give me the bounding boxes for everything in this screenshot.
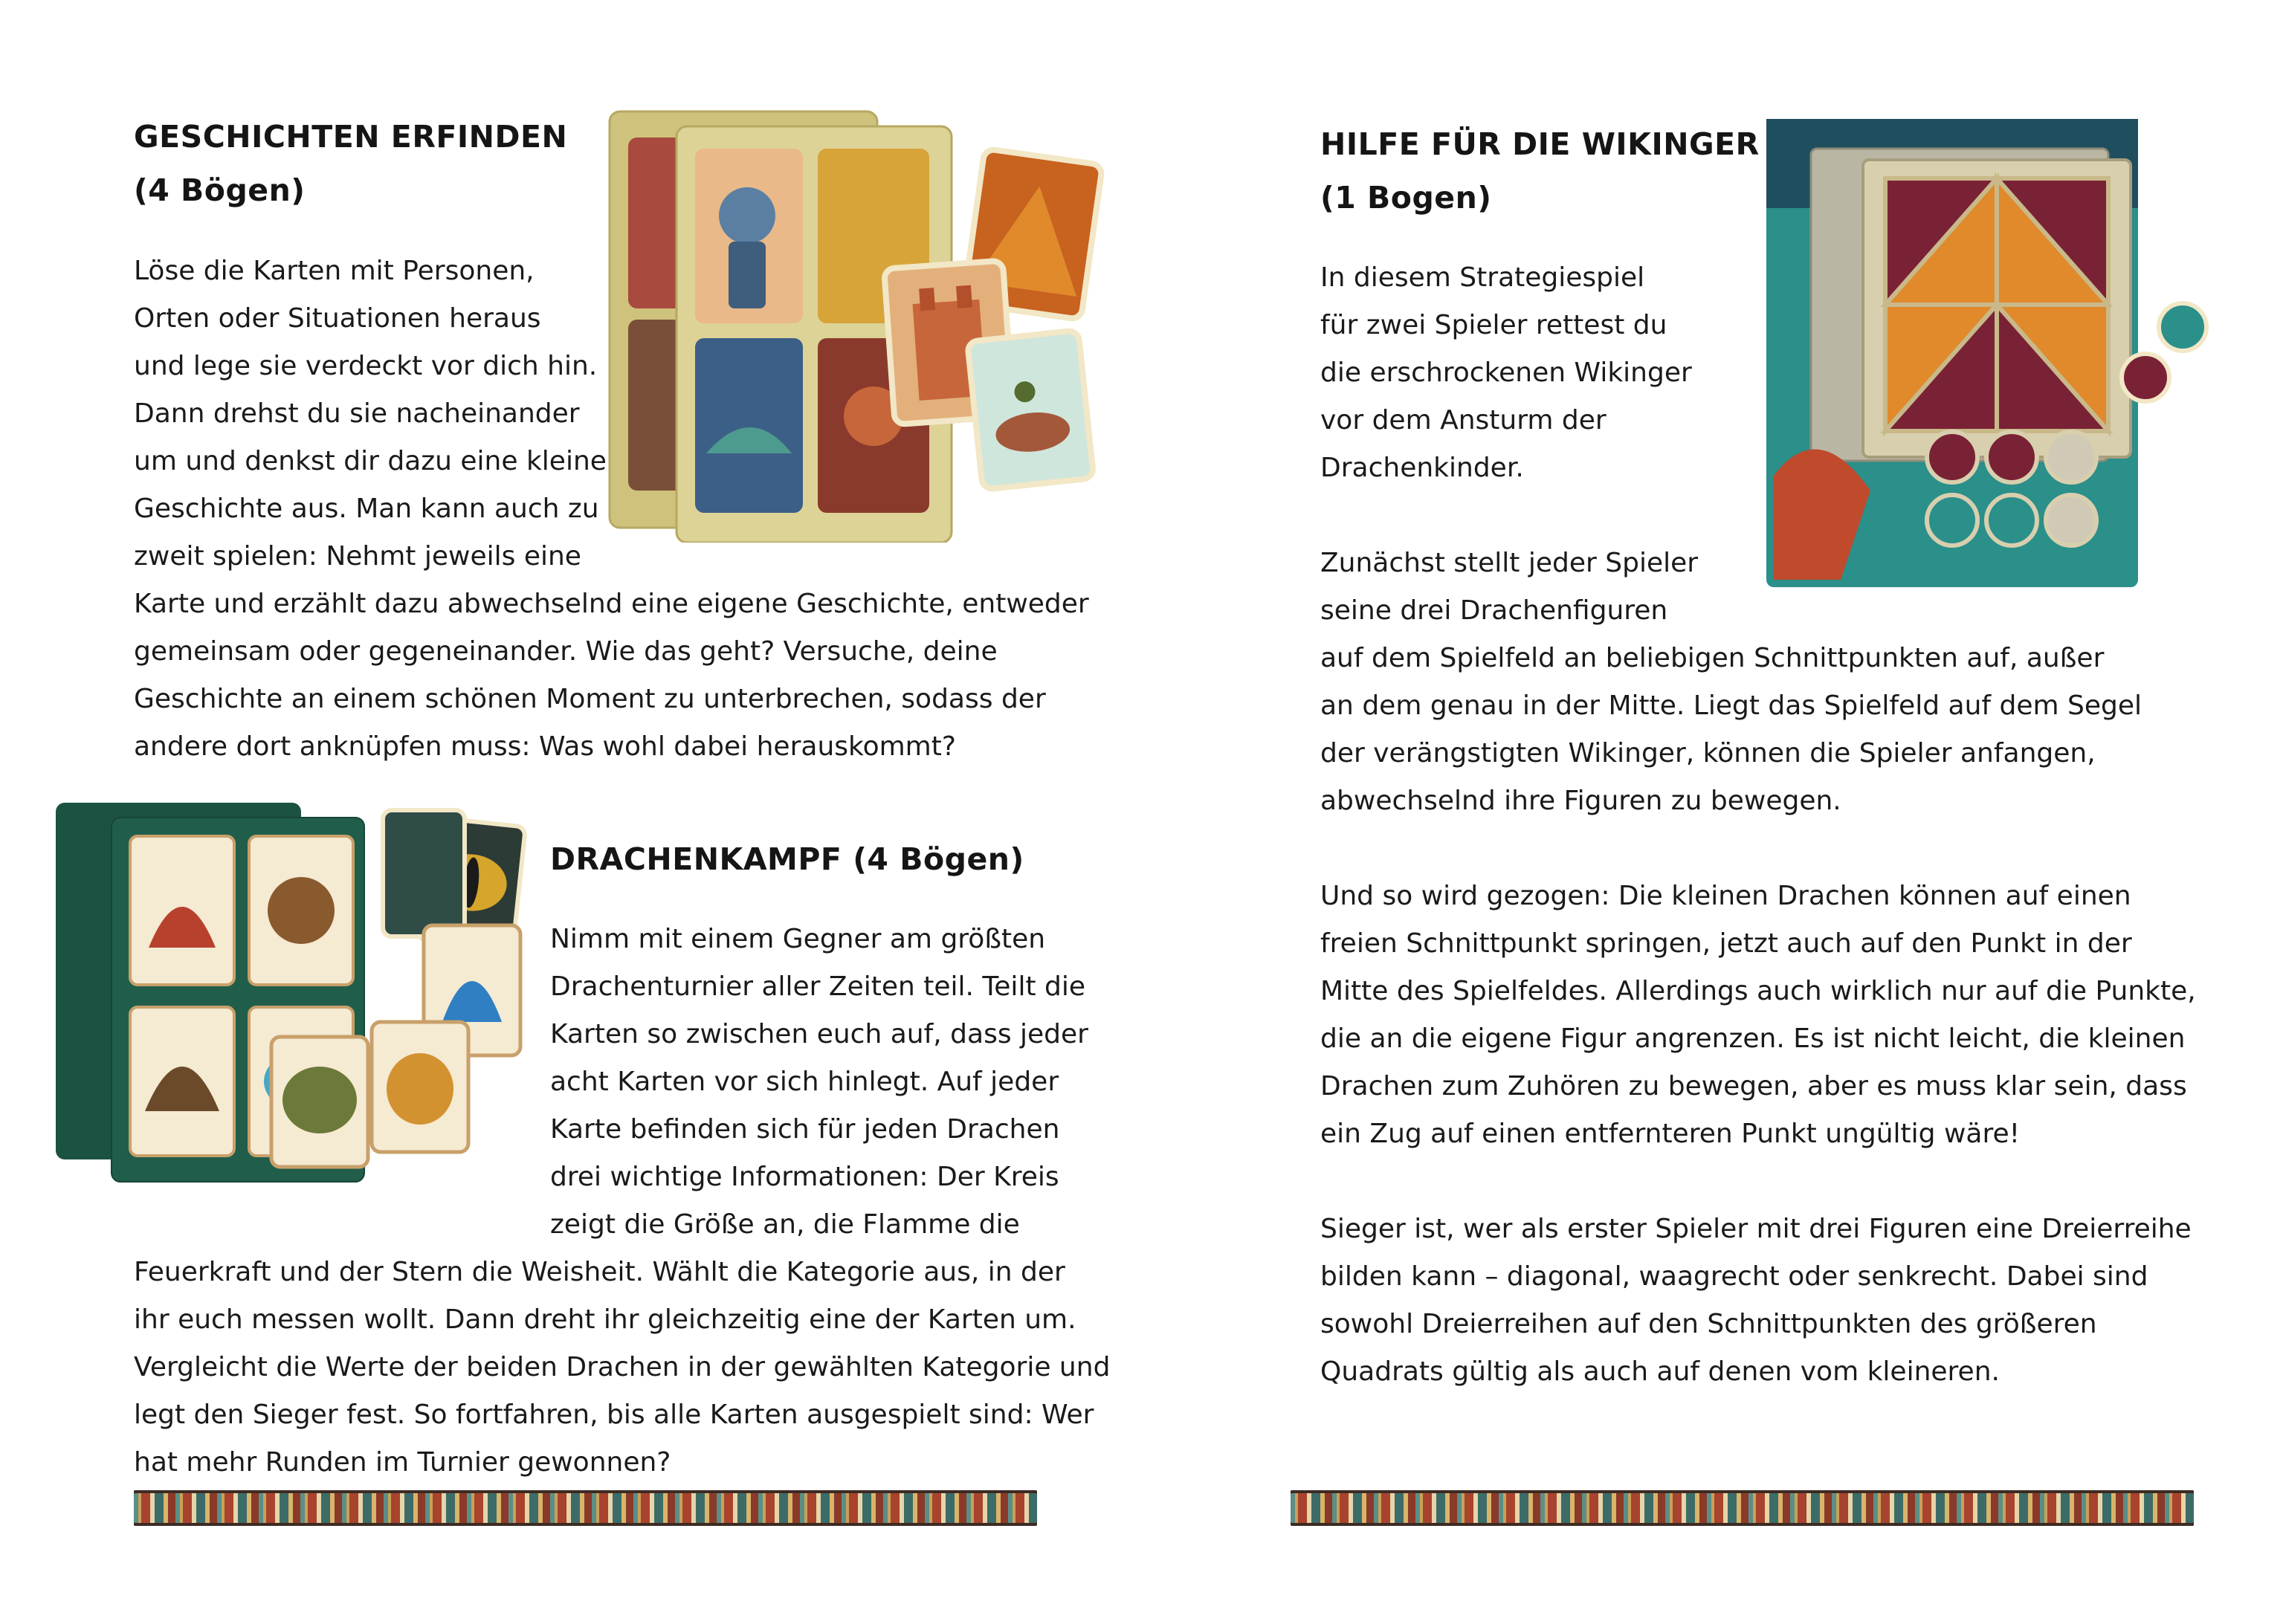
text-line: Und so wird gezogen: Die kleinen Drachen können auf einen: [1320, 881, 2131, 911]
story-cards-illustration: [595, 104, 1130, 543]
text-line: Geschichte aus. Man kann auch zu: [134, 494, 599, 524]
text-line: Orten oder Situationen heraus: [134, 303, 541, 334]
text-line: Vergleicht die Werte der beiden Drachen in der gewählten Kategorie und: [134, 1352, 1111, 1382]
text-line: hat mehr Runden im Turnier gewonnen?: [134, 1447, 671, 1478]
text-line: auf dem Spielfeld an beliebigen Schnittpunkten auf, außer: [1320, 643, 2105, 673]
text-line: für zwei Spieler rettest du: [1320, 310, 1667, 340]
text-line: die erschrockenen Wikinger: [1320, 358, 1692, 388]
text-line: um und denkst dir dazu eine kleine: [134, 446, 607, 476]
text-line: seine drei Drachenfiguren: [1320, 595, 1668, 626]
text-line: acht Karten vor sich hinlegt. Auf jeder: [550, 1067, 1059, 1097]
section-title-geschichten: GESCHICHTEN ERFINDEN (4 Bögen): [134, 119, 568, 208]
text-line: der verängstigten Wikinger, können die Spieler anfangen,: [1320, 738, 2096, 769]
text-line: die an die eigene Figur angrenzen. Es ist nicht leicht, die kleinen: [1320, 1023, 2186, 1054]
text-line: sowohl Dreierreihen auf den Schnittpunkten des größeren: [1320, 1309, 2097, 1339]
text-line: Mitte des Spielfeldes. Allerdings auch wirklich nur auf die Punkte,: [1320, 976, 2196, 1006]
text-line: legt den Sieger fest. So fortfahren, bis alle Karten ausgespielt sind: Wer: [134, 1400, 1094, 1430]
text-line: Drachen zum Zuhören zu bewegen, aber es muss klar sein, dass: [1320, 1071, 2187, 1101]
text-line: ein Zug auf einen entfernteren Punkt ungültig wäre!: [1320, 1119, 2021, 1149]
text-line: Sieger ist, wer als erster Spieler mit drei Figuren eine Dreierreihe: [1320, 1214, 2192, 1244]
text-line: Karte und erzählt dazu abwechselnd eine eigene Geschichte, entweder: [134, 589, 1089, 619]
text-line: zweit spielen: Nehmt jeweils eine: [134, 541, 581, 572]
text-line: Löse die Karten mit Personen,: [134, 256, 535, 286]
text-line: Drachenturnier aller Zeiten teil. Teilt die: [550, 971, 1085, 1002]
text-line: abwechselnd ihre Figuren zu bewegen.: [1320, 786, 1841, 816]
text-line: gemeinsam oder gegeneinander. Wie das geht? Versuche, deine: [134, 636, 998, 667]
section-title-wikinger: HILFE FÜR DIE WIKINGER (1 Bogen): [1320, 126, 1760, 216]
text-line: und lege sie verdeckt vor dich hin.: [134, 351, 598, 381]
text-line: Feuerkraft und der Stern die Weisheit. Wählt die Kategorie aus, in der: [134, 1257, 1065, 1287]
text-line: ihr euch messen wollt. Dann dreht ihr gleichzeitig eine der Karten um.: [134, 1304, 1076, 1335]
section-body-drachenkampf-top: [550, 916, 1088, 1249]
decorative-border-right: [1291, 1490, 2194, 1526]
text-line: Karte befinden sich für jeden Drachen: [550, 1114, 1060, 1145]
text-line: Zunächst stellt jeder Spieler: [1320, 548, 1699, 578]
blank-line: [1320, 825, 2196, 873]
text-line: vor dem Ansturm der: [1320, 405, 1607, 436]
blank-line: [1320, 1158, 2196, 1206]
decorative-border-left: [134, 1490, 1037, 1526]
section-title-drachenkampf: DRACHENKAMPF (4 Bögen): [550, 841, 1024, 877]
section-body-wikinger-top: [1320, 254, 2196, 1396]
left-page: [0, 0, 1141, 1624]
text-line: zeigt die Größe an, die Flamme die: [550, 1209, 1020, 1240]
text-line: Quadrats gültig als auch auf denen vom kleineren.: [1320, 1356, 2000, 1387]
text-line: drei wichtige Informationen: Der Kreis: [550, 1162, 1059, 1192]
text-line: andere dort anknüpfen muss: Was wohl dabei herauskommt?: [134, 731, 956, 762]
blank-line: [1320, 492, 2196, 540]
text-line: Dann drehst du sie nacheinander: [134, 398, 580, 429]
dragon-cards-illustration: [52, 799, 535, 1185]
text-line: an dem genau in der Mitte. Liegt das Spielfeld auf dem Segel: [1320, 690, 2142, 721]
text-line: Nimm mit einem Gegner am größten: [550, 924, 1046, 954]
text-line: Geschichte an einem schönen Moment zu unterbrechen, sodass der: [134, 684, 1046, 714]
text-line: freien Schnittpunkt springen, jetzt auch auf den Punkt in der: [1320, 928, 2132, 959]
text-line: Karten so zwischen euch auf, dass jeder: [550, 1019, 1088, 1049]
text-line: bilden kann – diagonal, waagrecht oder senkrecht. Dabei sind: [1320, 1261, 2148, 1292]
section-body-drachenkampf-bottom: [134, 1249, 1110, 1486]
right-page: [1142, 0, 2283, 1624]
text-line: Drachenkinder.: [1320, 453, 1524, 483]
text-line: In diesem Strategiespiel: [1320, 262, 1645, 293]
